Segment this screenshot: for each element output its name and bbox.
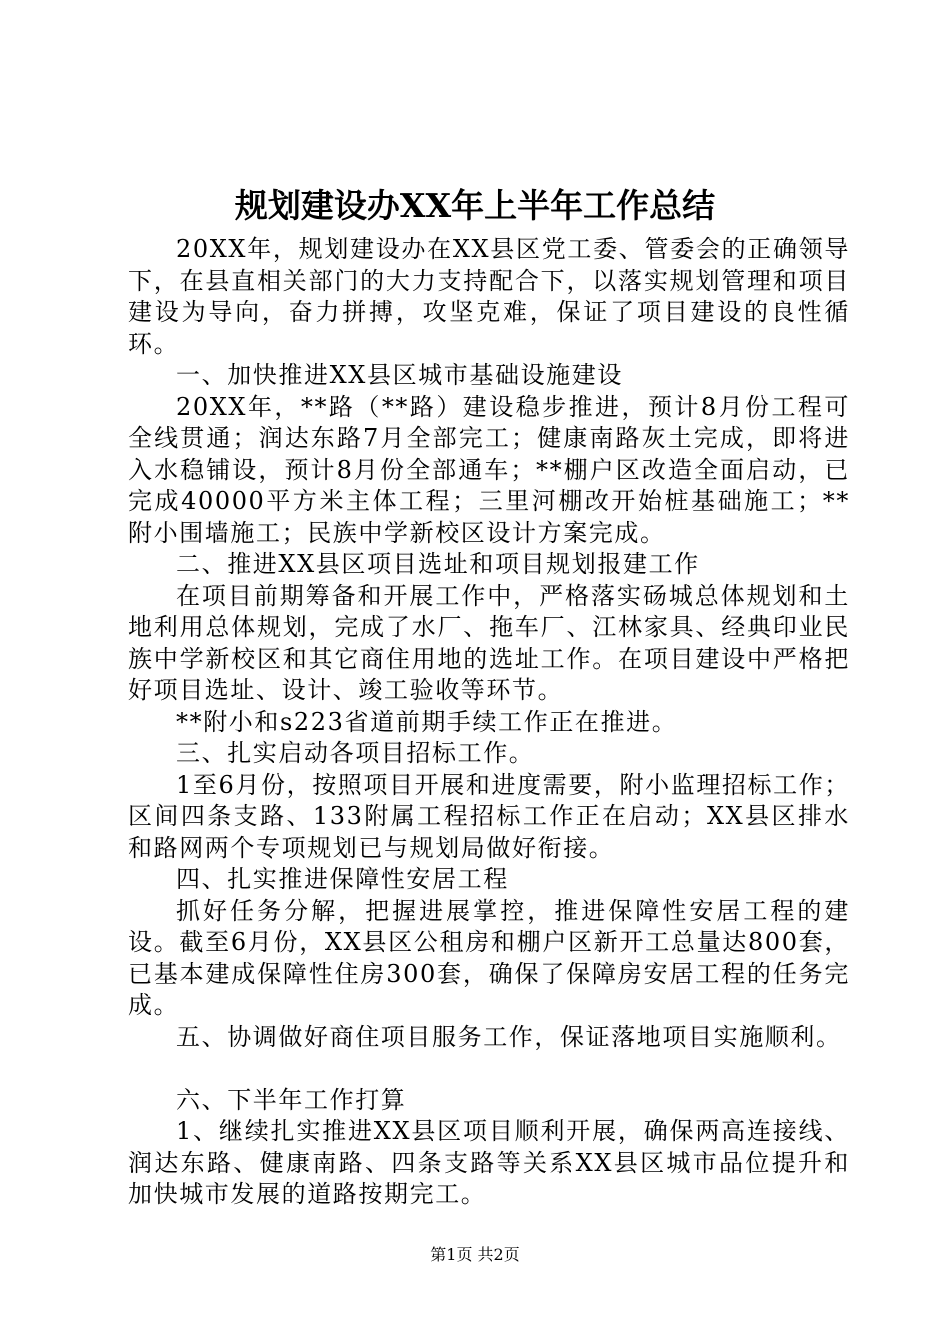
section-heading-3: 三、扎实启动各项目招标工作。 bbox=[176, 739, 535, 767]
document-body bbox=[128, 234, 850, 1211]
section-heading-1: 一、加快推进XX县区城市基础设施建设 bbox=[176, 361, 623, 389]
section-heading-5: 五、协调做好商住项目服务工作，保证落地项目实施顺利。 bbox=[176, 1022, 842, 1051]
paragraph-section-2: 在项目前期筹备和开展工作中，严格落实砀城总体规划和土地利用总体规划，完成了水厂、拖车厂、江林家具、经典印业民族中学新校区和其它商住用地的选址工作。在项目建设中严格把好项目选址、设计、竣工验收等环节。 bbox=[128, 581, 850, 704]
section-heading-4: 四、扎实推进保障性安居工程 bbox=[176, 865, 509, 893]
paragraph-intro: 20XX年，规划建设办在XX县区党工委、管委会的正确领导下，在县直相关部门的大力支持配合下，以落实规划管理和项目建设为导向，奋力拼搏，攻坚克难，保证了项目建设的良性循环。 bbox=[128, 235, 850, 358]
paragraph-section-4: 抓好任务分解，把握进展掌控，推进保障性安居工程的建设。截至6月份，XX县区公租房和棚户区新开工总量达800套，已基本建成保障性住房300套，确保了保障房安居工程的任务完成。 bbox=[128, 896, 850, 1019]
paragraph-section-1: 20XX年，**路（**路）建设稳步推进，预计8月份工程可全线贯通；润达东路7月全部完工；健康南路灰土完成，即将进入水稳铺设，预计8月份全部通车；**棚户区改造全面启动，已完成40000平方米主体工程；三里河棚改开始桩基础施工；**附小围墙施工；民族中学新校区设计方案完成。 bbox=[128, 392, 850, 547]
paragraph-section-2-extra: **附小和s223省道前期手续工作正在推进。 bbox=[176, 707, 678, 736]
paragraph-section-3: 1至6月份，按照项目开展和进度需要，附小监理招标工作；区间四条支路、133附属工程招标工作正在启动；XX县区排水和路网两个专项规划已与规划局做好衔接。 bbox=[128, 770, 850, 862]
section-heading-6: 六、下半年工作打算 bbox=[176, 1085, 407, 1114]
document-title: 规划建设办XX年上半年工作总结 bbox=[234, 186, 716, 225]
section-heading-2: 二、推进XX县区项目选址和项目规划报建工作 bbox=[176, 550, 700, 578]
page-indicator: 第1页 共2页 bbox=[430, 1245, 520, 1264]
paragraph-section-6: 1、继续扎实推进XX县区项目顺利开展，确保两高连接线、润达东路、健康南路、四条支路等关系XX县区城市品位提升和加快城市发展的道路按期完工。 bbox=[128, 1117, 850, 1208]
